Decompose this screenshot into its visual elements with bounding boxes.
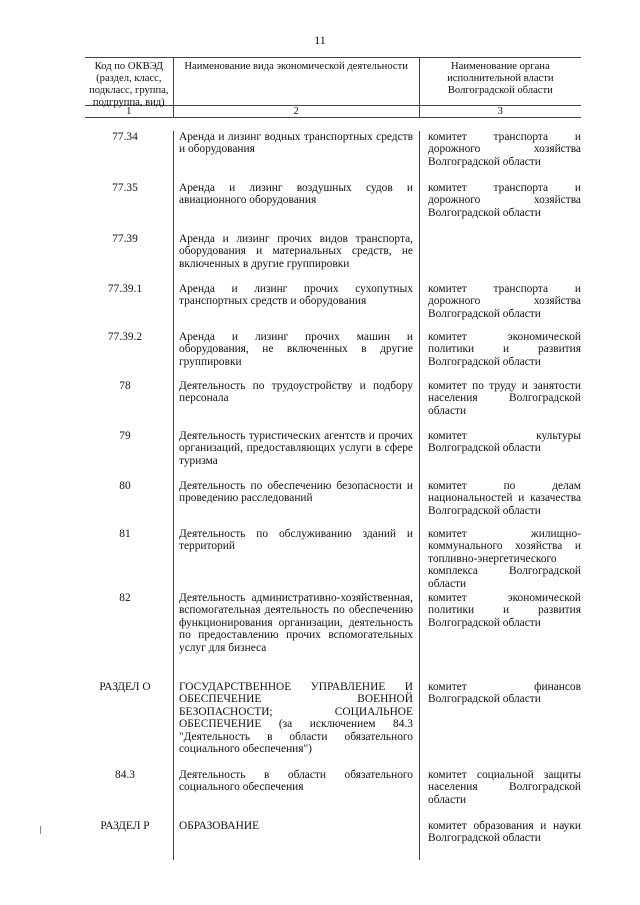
authority-name: комитет социальной защиты населения Волгоградской области	[419, 769, 581, 820]
authority-name: комитет образования и науки Волгоградской области	[419, 820, 581, 860]
okved-code: РАЗДЕЛ О	[99, 681, 151, 693]
column-number-1: 1	[126, 106, 132, 117]
column-number-2: 2	[173, 106, 419, 117]
activity-name: Деятельность по обеспечению безопасности и проведению расследований	[173, 480, 419, 528]
table-row	[85, 283, 581, 331]
activity-name: Деятельность по трудоустройству и подбору персонала	[173, 380, 419, 430]
activity-name: Аренда и лизинг прочих машин и оборудования, не включенных в другие группировки	[173, 331, 419, 380]
column-number-3: 3	[419, 106, 581, 117]
table-row	[85, 592, 581, 681]
authority-name: комитет по делам национальностей и казачества Волгоградской области	[419, 480, 581, 528]
margin-mark	[40, 826, 41, 834]
authority-name: комитет по труду и занятости населения Волгоградской области	[419, 380, 581, 430]
activity-name: Аренда и лизинг прочих видов транспорта, оборудования и материальных средств, не включенных в другие группировки	[173, 233, 419, 283]
okved-table	[85, 57, 581, 860]
header-code: Код по ОКВЭД (раздел, класс, подкласс, группа, подгруппа, вид)	[89, 61, 169, 108]
okved-code: 77.39.2	[107, 331, 143, 343]
table-row	[85, 233, 581, 283]
authority-name: комитет транспорта и дорожного хозяйства Волгоградской области	[419, 182, 581, 233]
okved-code: 84.3	[115, 769, 135, 781]
okved-code: РАЗДЕЛ Р	[100, 820, 150, 832]
table-row	[85, 681, 581, 769]
header-authority: Наименование органа исполнительной власти Волгоградской области	[419, 58, 581, 105]
table-row	[85, 182, 581, 233]
table-row	[85, 528, 581, 592]
authority-name	[419, 233, 581, 283]
table-header	[85, 57, 581, 106]
activity-name: ОБРАЗОВАНИЕ	[173, 820, 419, 860]
okved-code: 77.39	[112, 233, 138, 245]
column-numbers	[85, 106, 581, 118]
authority-name: комитет транспорта и дорожного хозяйства Волгоградской области	[419, 283, 581, 331]
table-row	[85, 131, 581, 182]
activity-name: ГОСУДАРСТВЕННОЕ УПРАВЛЕНИЕ И ОБЕСПЕЧЕНИЕ ВОЕННОЙ БЕЗОПАСНОСТИ; СОЦИАЛЬНОЕ ОБЕСПЕЧЕНИЕ (за исключением 84.3 "Деятельность в области обязательного социального обеспечения")	[173, 681, 419, 769]
authority-name: комитет культуры Волгоградской области	[419, 430, 581, 480]
table-row	[85, 480, 581, 528]
activity-name: Аренда и лизинг водных транспортных средств и оборудования	[173, 131, 419, 182]
table-row	[85, 380, 581, 430]
activity-name: Деятельность туристических агентств и прочих организаций, предоставляющих услуги в сфере туризма	[173, 430, 419, 480]
header-activity: Наименование вида экономической деятельности	[173, 58, 419, 105]
activity-name: Деятельность по обслуживанию зданий и территорий	[173, 528, 419, 592]
activity-name: Деятельность административно-хозяйственная, вспомогательная деятельность по обеспечению функционирования организации, деятельность по предоставлению прочих вспомогательных услуг для бизнеса	[173, 592, 419, 681]
okved-code: 77.34	[112, 131, 138, 143]
authority-name: комитет финансов Волгоградской области	[419, 681, 581, 769]
table-row	[85, 820, 581, 860]
authority-name: комитет экономической политики и развития Волгоградской области	[419, 592, 581, 681]
page-number: 11	[314, 33, 326, 47]
okved-code: 79	[119, 430, 131, 442]
table-row	[85, 430, 581, 480]
okved-code: 82	[119, 592, 131, 604]
table-row	[85, 769, 581, 820]
authority-name: комитет жилищно-коммунального хозяйства и топливно-энергетического комплекса Волгоградской области	[419, 528, 581, 592]
activity-name: Деятельность в области обязательного социального обеспечения	[173, 769, 419, 820]
okved-code: 78	[119, 380, 131, 392]
okved-code: 81	[119, 528, 131, 540]
activity-name: Аренда и лизинг воздушных судов и авиационного оборудования	[173, 182, 419, 233]
activity-name: Аренда и лизинг прочих сухопутных транспортных средств и оборудования	[173, 283, 419, 331]
table-body	[85, 118, 581, 860]
okved-code: 77.39.1	[107, 283, 143, 295]
authority-name: комитет экономической политики и развития Волгоградской области	[419, 331, 581, 380]
okved-code: 77.35	[112, 182, 138, 194]
okved-code: 80	[119, 480, 131, 492]
table-row	[85, 331, 581, 380]
authority-name: комитет транспорта и дорожного хозяйства Волгоградской области	[419, 131, 581, 182]
